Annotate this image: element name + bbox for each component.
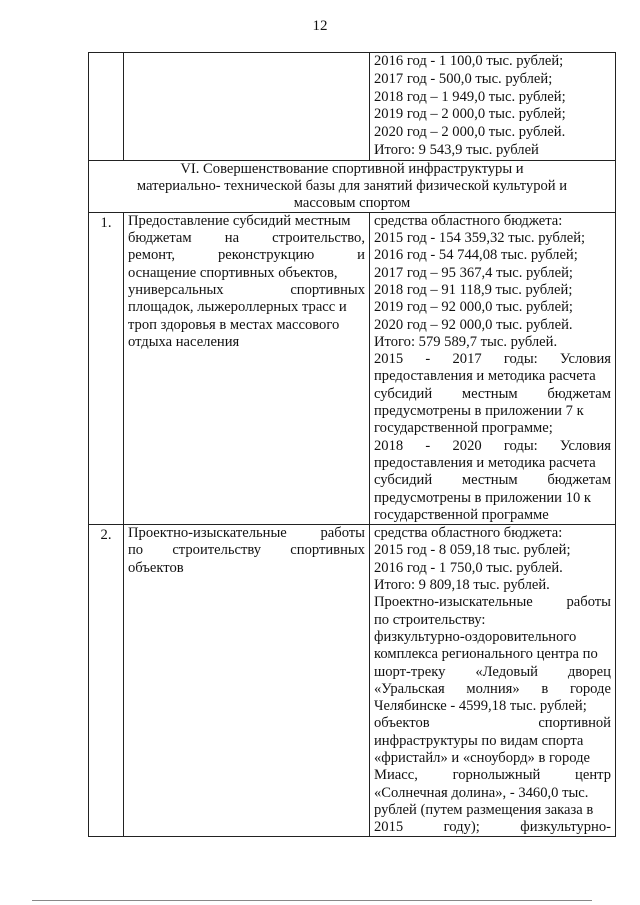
section-title-line: материально- технической базы для занятий физической культурой и — [136, 177, 568, 194]
measure-name-cell — [124, 525, 370, 837]
text-line: Предоставление субсидий местным — [128, 212, 351, 229]
text-line: Челябинске - 4599,18 тыс. рублей; — [374, 698, 587, 715]
text-segment: годы: — [503, 351, 538, 368]
text-line: 2016 год - 54 744,08 тыс. рублей; — [374, 247, 578, 264]
text-line — [128, 525, 365, 542]
text-segment: универсальных — [128, 281, 224, 298]
text-segment: объектов — [374, 715, 430, 732]
funding-cell — [370, 212, 616, 524]
text-segment: молния» — [466, 680, 520, 697]
text-segment: местным — [461, 385, 518, 402]
section-title-line: массовым спортом — [293, 194, 411, 211]
text-line: площадок, лыжероллерных трасс и — [128, 299, 347, 316]
row-number: 2. — [89, 525, 124, 837]
text-line — [374, 594, 611, 611]
text-segment: - — [425, 437, 431, 454]
text-segment: 2017 — [452, 351, 482, 368]
funding-line: 2019 год – 2 000,0 тыс. рублей; — [374, 106, 566, 123]
table-row-continuation — [89, 53, 616, 161]
text-line: средства областного бюджета: — [374, 525, 563, 542]
text-segment: «Уральская — [374, 680, 445, 697]
text-segment: центр — [575, 767, 611, 784]
text-line: по строительству: — [374, 611, 486, 628]
text-line: объектов — [128, 559, 184, 576]
text-segment: реконструкцию — [217, 247, 315, 264]
section-header-row — [89, 160, 616, 212]
text-line: троп здоровья в местах массового — [128, 316, 340, 333]
table-row-1 — [89, 212, 616, 524]
section-title — [89, 160, 616, 212]
text-segment: городе — [569, 680, 611, 697]
text-segment: Условия — [559, 437, 611, 454]
text-line: государственной программе — [374, 506, 549, 523]
text-line: физкультурно-оздоровительного — [374, 628, 577, 645]
text-line: «фристайл» и «сноуборд» в городе — [374, 749, 591, 766]
text-segment: 2015 — [374, 819, 404, 836]
text-segment: в — [541, 680, 549, 697]
text-segment: ремонт, — [128, 247, 176, 264]
text-line — [374, 681, 611, 698]
text-line — [128, 282, 365, 299]
funding-line: 2018 год – 1 949,0 тыс. рублей; — [374, 88, 566, 105]
text-segment: бюджетам — [128, 230, 192, 247]
text-segment: Проектно-изыскательные — [374, 594, 533, 611]
text-segment: горнолыжный — [452, 767, 541, 784]
text-line — [374, 767, 611, 784]
table-row-2 — [89, 525, 616, 837]
text-line: предусмотрены в приложении 7 к — [374, 403, 584, 420]
text-segment: физкультурно- — [520, 819, 611, 836]
text-segment: бюджетам — [547, 472, 611, 489]
text-line: 2019 год – 92 000,0 тыс. рублей; — [374, 299, 573, 316]
text-line: оснащение спортивных объектов, — [128, 264, 338, 281]
text-line — [128, 247, 365, 264]
text-line — [374, 472, 611, 489]
text-segment: году); — [443, 819, 480, 836]
text-segment: шорт-треку — [374, 663, 446, 680]
funding-line: 2017 год - 500,0 тыс. рублей; — [374, 70, 553, 87]
text-line — [374, 715, 611, 732]
text-line — [374, 664, 611, 681]
text-line — [374, 819, 611, 836]
text-line: 2015 год - 8 059,18 тыс. рублей; — [374, 542, 571, 559]
text-line: инфраструктуры по видам спорта — [374, 732, 584, 749]
text-segment: Миасс, — [374, 767, 418, 784]
text-segment: дворец — [567, 663, 611, 680]
text-line: 2018 год – 91 118,9 тыс. рублей; — [374, 281, 573, 298]
row-number: 1. — [89, 212, 124, 524]
text-segment: спортивной — [538, 715, 611, 732]
text-line — [128, 230, 365, 247]
name-cell-empty — [124, 53, 370, 161]
text-segment: 2015 — [374, 351, 404, 368]
text-line: Итого: 9 809,18 тыс. рублей. — [374, 577, 550, 594]
text-line: 2015 год - 154 359,32 тыс. рублей; — [374, 230, 586, 247]
text-segment: строительству — [172, 542, 262, 559]
text-segment: спортивных — [290, 281, 365, 298]
text-segment: 2018 — [374, 437, 404, 454]
text-line: предоставления и методика расчета — [374, 454, 596, 471]
text-line: 2016 год - 1 750,0 тыс. рублей. — [374, 559, 563, 576]
text-segment: работы — [566, 594, 611, 611]
text-line — [374, 438, 611, 455]
text-line: 2020 год – 92 000,0 тыс. рублей. — [374, 316, 573, 333]
funding-line: 2020 год – 2 000,0 тыс. рублей. — [374, 124, 566, 141]
text-segment: субсидий — [374, 385, 433, 402]
text-line: рублей (путем размещения заказа в — [374, 801, 594, 818]
text-line: 2017 год – 95 367,4 тыс. рублей; — [374, 264, 573, 281]
text-line — [374, 386, 611, 403]
funding-total: Итого: 9 543,9 тыс. рублей — [374, 141, 539, 158]
text-line: комплекса регионального центра по — [374, 646, 598, 663]
section-title-line: VI. Совершенствование спортивной инфраструктуры и — [180, 160, 524, 177]
funding-cell-continuation — [370, 53, 616, 161]
text-line: отдыха населения — [128, 333, 240, 350]
text-segment: по — [128, 542, 144, 559]
text-segment: - — [425, 351, 431, 368]
text-segment: субсидий — [374, 472, 433, 489]
text-line: Итого: 579 589,7 тыс. рублей. — [374, 333, 558, 350]
bottom-rule — [32, 900, 592, 901]
text-line: предоставления и методика расчета — [374, 368, 596, 385]
text-segment: «Ледовый — [475, 663, 538, 680]
text-line: «Солнечная долина», - 3460,0 тыс. — [374, 784, 589, 801]
measure-name-cell — [124, 212, 370, 524]
text-line — [128, 542, 365, 559]
text-segment: бюджетам — [547, 385, 611, 402]
text-line: предусмотрены в приложении 10 к — [374, 489, 591, 506]
page-number: 12 — [312, 18, 328, 34]
text-segment: годы: — [503, 437, 538, 454]
text-line: средства областного бюджета: — [374, 212, 563, 229]
text-segment: и — [357, 247, 365, 264]
funding-line: 2016 год - 1 100,0 тыс. рублей; — [374, 53, 564, 69]
text-segment: спортивных — [290, 542, 365, 559]
text-line — [374, 351, 611, 368]
text-line: государственной программе; — [374, 420, 553, 437]
text-segment: работы — [320, 525, 365, 542]
program-table — [88, 52, 616, 837]
text-segment: строительство, — [272, 230, 365, 247]
text-segment: Проектно-изыскательные — [128, 525, 287, 542]
text-segment: на — [224, 230, 240, 247]
funding-cell — [370, 525, 616, 837]
text-segment: местным — [461, 472, 518, 489]
text-segment: 2020 — [452, 437, 482, 454]
num-cell-empty — [89, 53, 124, 161]
text-segment: Условия — [559, 351, 611, 368]
